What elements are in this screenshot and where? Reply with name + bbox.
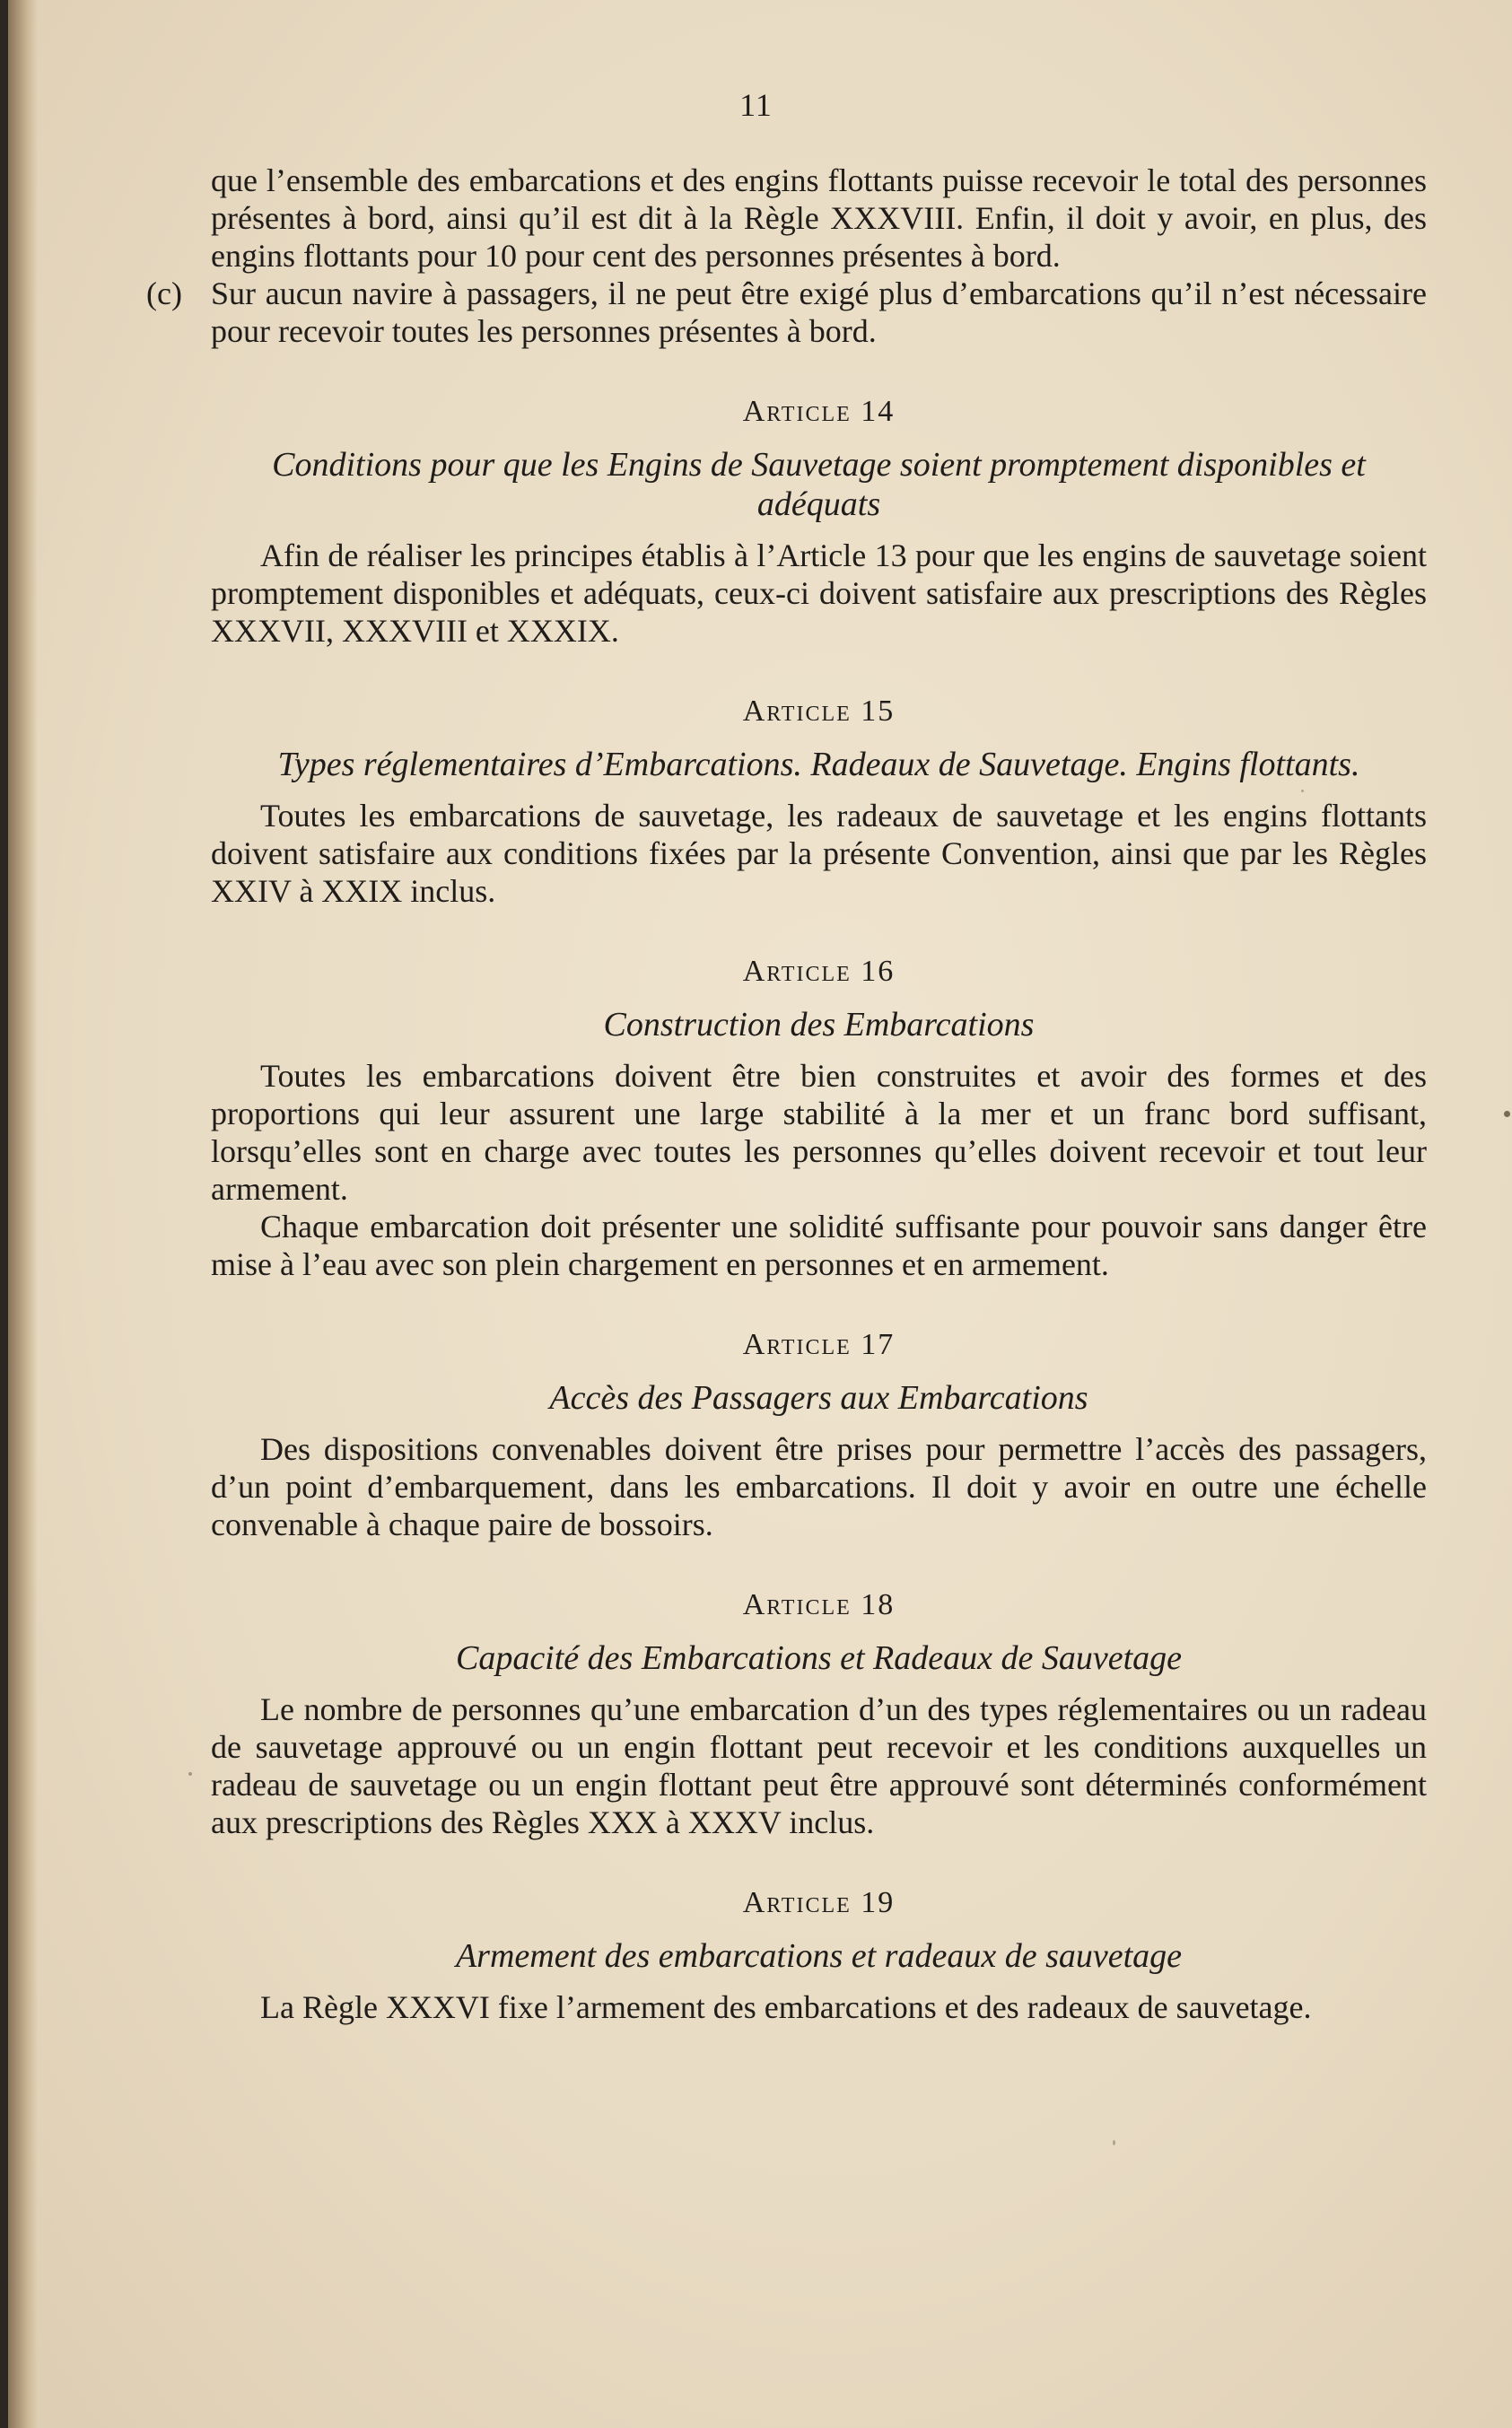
continued-paragraph: que l’ensemble des embarcations et des engins flottants puisse recevoir le total des personnes présentes à bord, ainsi qu’il est dit à la Règle XXXVIII. Enfin, il doit y avoir, en plus, des engins flottants pour 10 pour cent des personnes présentes à bord. (211, 162, 1427, 274)
article-14 (211, 395, 1427, 650)
article-19 (211, 1886, 1427, 2026)
article-title: Conditions pour que les Engins de Sauvetage soient promptement disponibles et adéquats (272, 446, 1366, 523)
book-binding-edge (0, 0, 8, 2428)
article-16 (211, 955, 1427, 1283)
paper-speck (1301, 790, 1304, 792)
article-paragraph: Toutes les embarcations de sauvetage, les radeaux de sauvetage et les engins flottants doivent satisfaire aux conditions fixées par la présente Convention, ainsi que par les Règles XXIV à XXIX inclus. (211, 798, 1427, 909)
article-heading: Article 19 (742, 1886, 896, 1919)
page-body (146, 162, 1427, 2026)
article-paragraph: Le nombre de personnes qu’une embarcation d’un des types réglementaires ou un radeau de sauvetage approuvé ou un engin flottant peut recevoir et les conditions auxquelles un radeau de sauvetage ou un engin flottant peut être approuvé sont déterminés conformément aux prescriptions des Règles XXX à XXXV inclus. (211, 1691, 1427, 1840)
paper-speck (188, 1772, 192, 1776)
article-paragraph: Chaque embarcation doit présenter une solidité suffisante pour pouvoir sans danger être mise à l’eau avec son plein chargement en personnes et en armement. (211, 1209, 1427, 1282)
article-heading: Article 17 (742, 1328, 896, 1361)
list-item-c (146, 275, 1427, 350)
article-heading: Article 18 (742, 1588, 896, 1621)
list-item-marker: (c) (146, 275, 182, 311)
list-item-text: Sur aucun navire à passagers, il ne peut être exigé plus d’embarcations qu’il n’est nécessaire pour recevoir toutes les personnes présentes à bord. (211, 275, 1427, 349)
article-15 (211, 694, 1427, 910)
continued-text (146, 162, 1427, 350)
article-title: Construction des Embarcations (603, 1006, 1035, 1044)
article-18 (211, 1588, 1427, 1841)
article-title: Accès des Passagers aux Embarcations (549, 1379, 1088, 1417)
article-paragraph: Des dispositions convenables doivent être prises pour permettre l’accès des passagers, d’un point d’embarquement, dans les embarcations. Il doit y avoir en outre une échelle convenable à chaque paire de bossoirs. (211, 1431, 1427, 1542)
article-title: Types réglementaires d’Embarcations. Radeaux de Sauvetage. Engins flottants. (277, 746, 1360, 783)
article-title: Capacité des Embarcations et Radeaux de Sauvetage (455, 1639, 1183, 1677)
article-heading: Article 16 (742, 955, 896, 988)
article-paragraph: Toutes les embarcations doivent être bien construites et avoir des formes et des proportions qui leur assurent une large stabilité à la mer et un franc bord suffisant, lorsqu’elles sont en charge avec toutes les personnes qu’elles doivent recevoir et tout leur armement. (211, 1058, 1427, 1207)
article-title: Armement des embarcations et radeaux de sauvetage (455, 1937, 1183, 1975)
paper-speck (1113, 2140, 1115, 2145)
article-heading: Article 15 (742, 694, 896, 728)
page-number: 11 (739, 87, 773, 123)
article-paragraph: Afin de réaliser les principes établis à l’Article 13 pour que les engins de sauvetage soient promptement disponibles et adéquats, ceux-ci doivent satisfaire aux prescriptions des Règles XXXVII, XXXVIII et XXXIX. (211, 537, 1427, 649)
article-heading: Article 14 (742, 395, 896, 428)
article-paragraph: La Règle XXXVI fixe l’armement des embarcations et des radeaux de sauvetage. (260, 1989, 1312, 2025)
paper-speck (1504, 1111, 1510, 1117)
article-17 (211, 1328, 1427, 1543)
